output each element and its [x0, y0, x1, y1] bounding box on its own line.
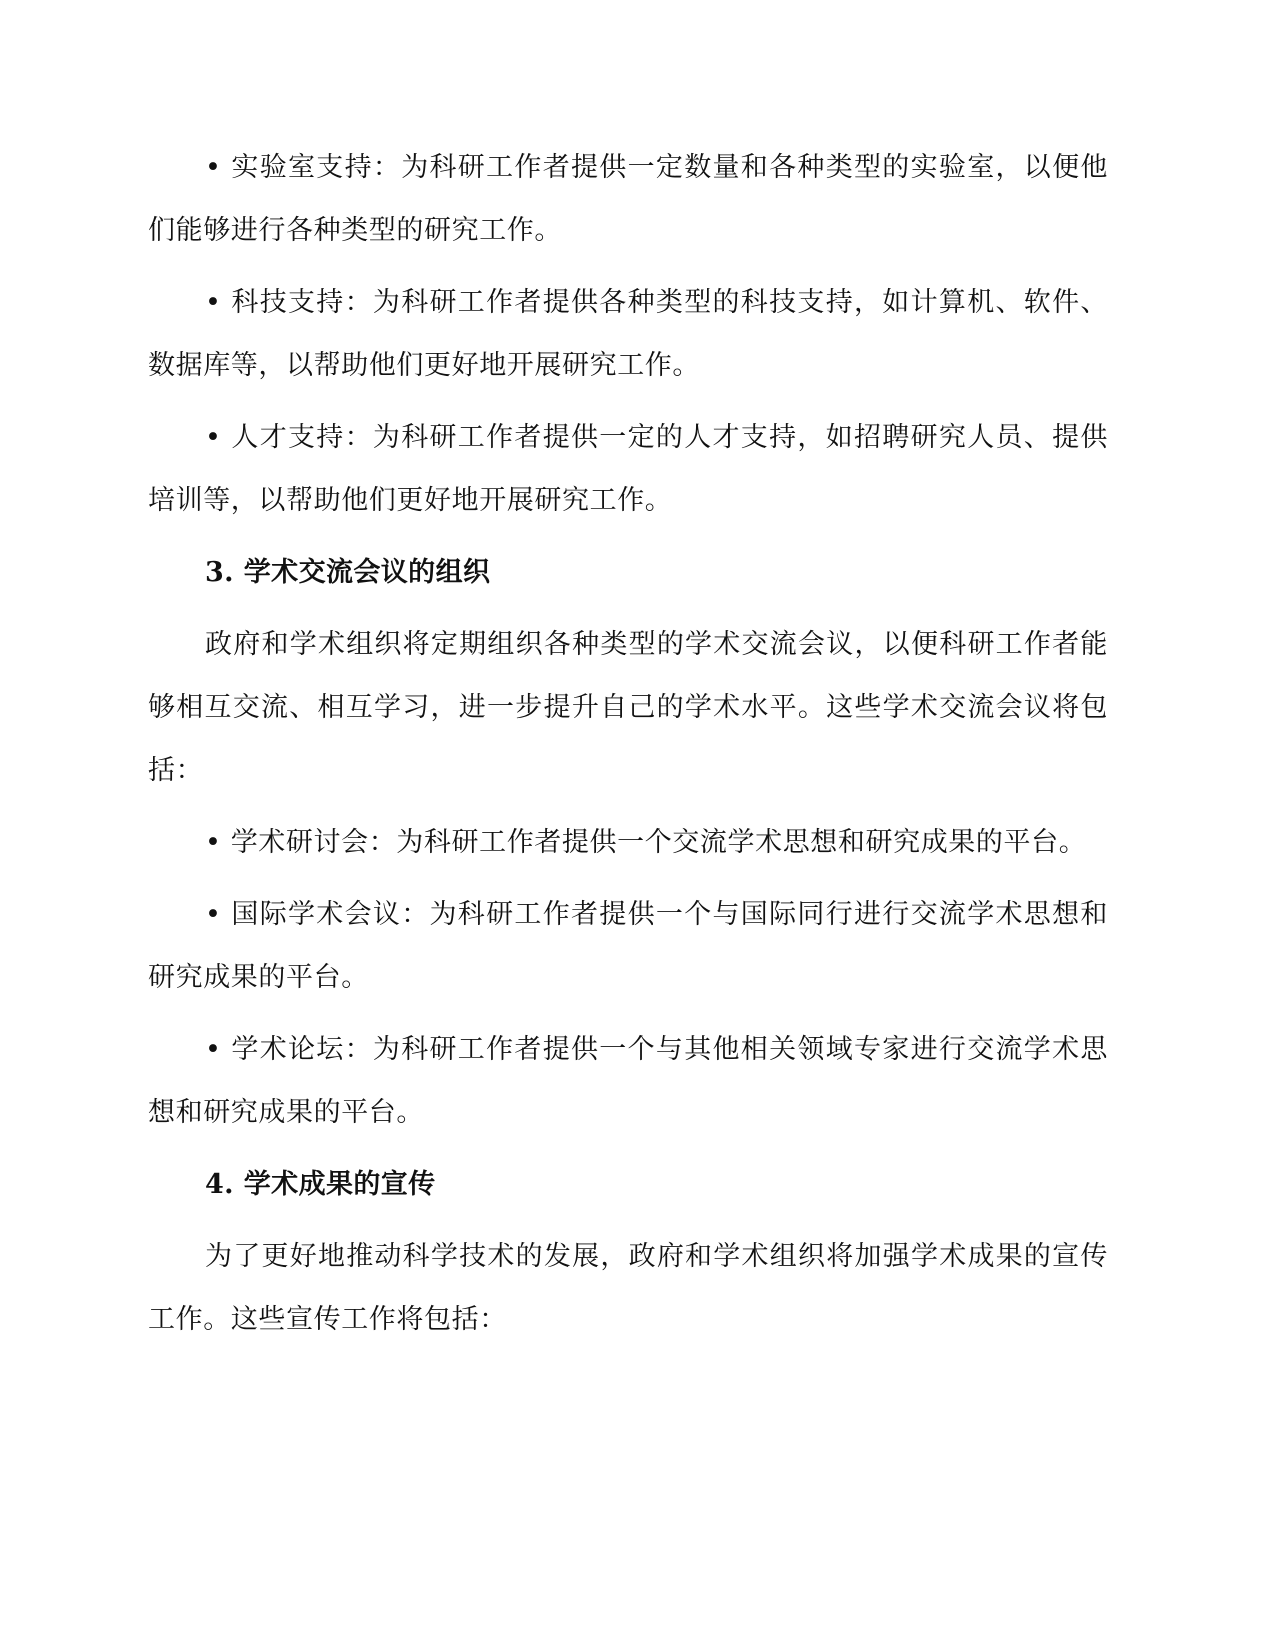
bullet-lab-support: • 实验室支持：为科研工作者提供一定数量和各种类型的实验室，以便他们能够进行各种类型的研究工作。: [148, 152, 1108, 246]
bullet-seminar: • 学术研讨会：为科研工作者提供一个交流学术思想和研究成果的平台。: [205, 827, 1087, 858]
paragraph-conferences: 政府和学术组织将定期组织各种类型的学术交流会议，以便科研工作者能够相互交流、相互学习，进一步提升自己的学术水平。这些学术交流会议将包括：: [148, 629, 1108, 786]
document-page: [148, 136, 1108, 1360]
section-heading-3: 3. 学术交流会议的组织: [205, 557, 491, 588]
bullet-international-conference: • 国际学术会议：为科研工作者提供一个与国际同行进行交流学术思想和研究成果的平台。: [148, 899, 1108, 993]
paragraph-publicity: 为了更好地推动科学技术的发展，政府和学术组织将加强学术成果的宣传工作。这些宣传工作将包括：: [148, 1241, 1108, 1335]
bullet-tech-support: • 科技支持：为科研工作者提供各种类型的科技支持，如计算机、软件、数据库等，以帮助他们更好地开展研究工作。: [148, 287, 1108, 381]
bullet-academic-forum: • 学术论坛：为科研工作者提供一个与其他相关领域专家进行交流学术思想和研究成果的平台。: [148, 1034, 1108, 1128]
section-heading-4: 4. 学术成果的宣传: [205, 1169, 436, 1200]
bullet-talent-support: • 人才支持：为科研工作者提供一定的人才支持，如招聘研究人员、提供培训等，以帮助他们更好地开展研究工作。: [148, 422, 1108, 516]
